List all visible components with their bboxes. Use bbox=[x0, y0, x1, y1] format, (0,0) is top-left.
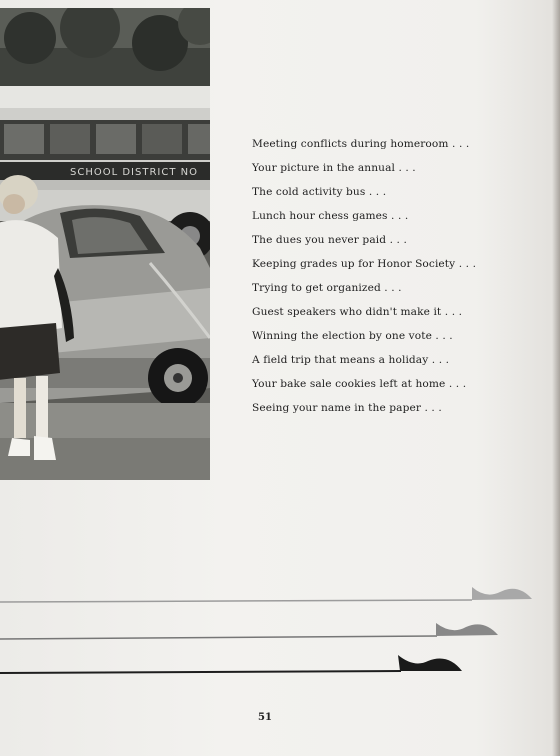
memory-item: Meeting conflicts during homeroom . . . bbox=[252, 138, 470, 150]
mid-swoosh-shape bbox=[436, 623, 498, 636]
memory-item: The dues you never paid . . . bbox=[252, 234, 407, 246]
memory-item: Your picture in the annual . . . bbox=[252, 162, 416, 174]
bus-lettering: SCHOOL DISTRICT NO bbox=[70, 167, 198, 178]
mid-speed-line bbox=[0, 636, 437, 639]
light-swoosh-shape bbox=[472, 587, 532, 600]
light-speed-line bbox=[0, 600, 472, 602]
memory-item: Winning the election by one vote . . . bbox=[252, 330, 453, 342]
dark-speed-line bbox=[0, 671, 401, 673]
memory-item: Trying to get organized . . . bbox=[252, 282, 402, 294]
memory-item: Keeping grades up for Honor Society . . . bbox=[252, 258, 477, 270]
memory-item: Your bake sale cookies left at home . . . bbox=[252, 378, 467, 390]
memory-item: A field trip that means a holiday . . . bbox=[252, 354, 450, 366]
dark-swoosh-shape bbox=[398, 655, 462, 671]
memories-list bbox=[252, 136, 476, 424]
memory-item: Lunch hour chess games . . . bbox=[252, 210, 409, 222]
book-spine-shadow bbox=[552, 0, 560, 756]
memory-item: Guest speakers who didn't make it . . . bbox=[252, 306, 463, 318]
memory-item: The cold activity bus . . . bbox=[252, 186, 387, 198]
memory-item: Seeing your name in the paper . . . bbox=[252, 402, 442, 414]
speed-lines-decoration bbox=[0, 575, 560, 685]
page-number: 51 bbox=[258, 712, 272, 723]
school-bus-photo bbox=[0, 8, 210, 480]
